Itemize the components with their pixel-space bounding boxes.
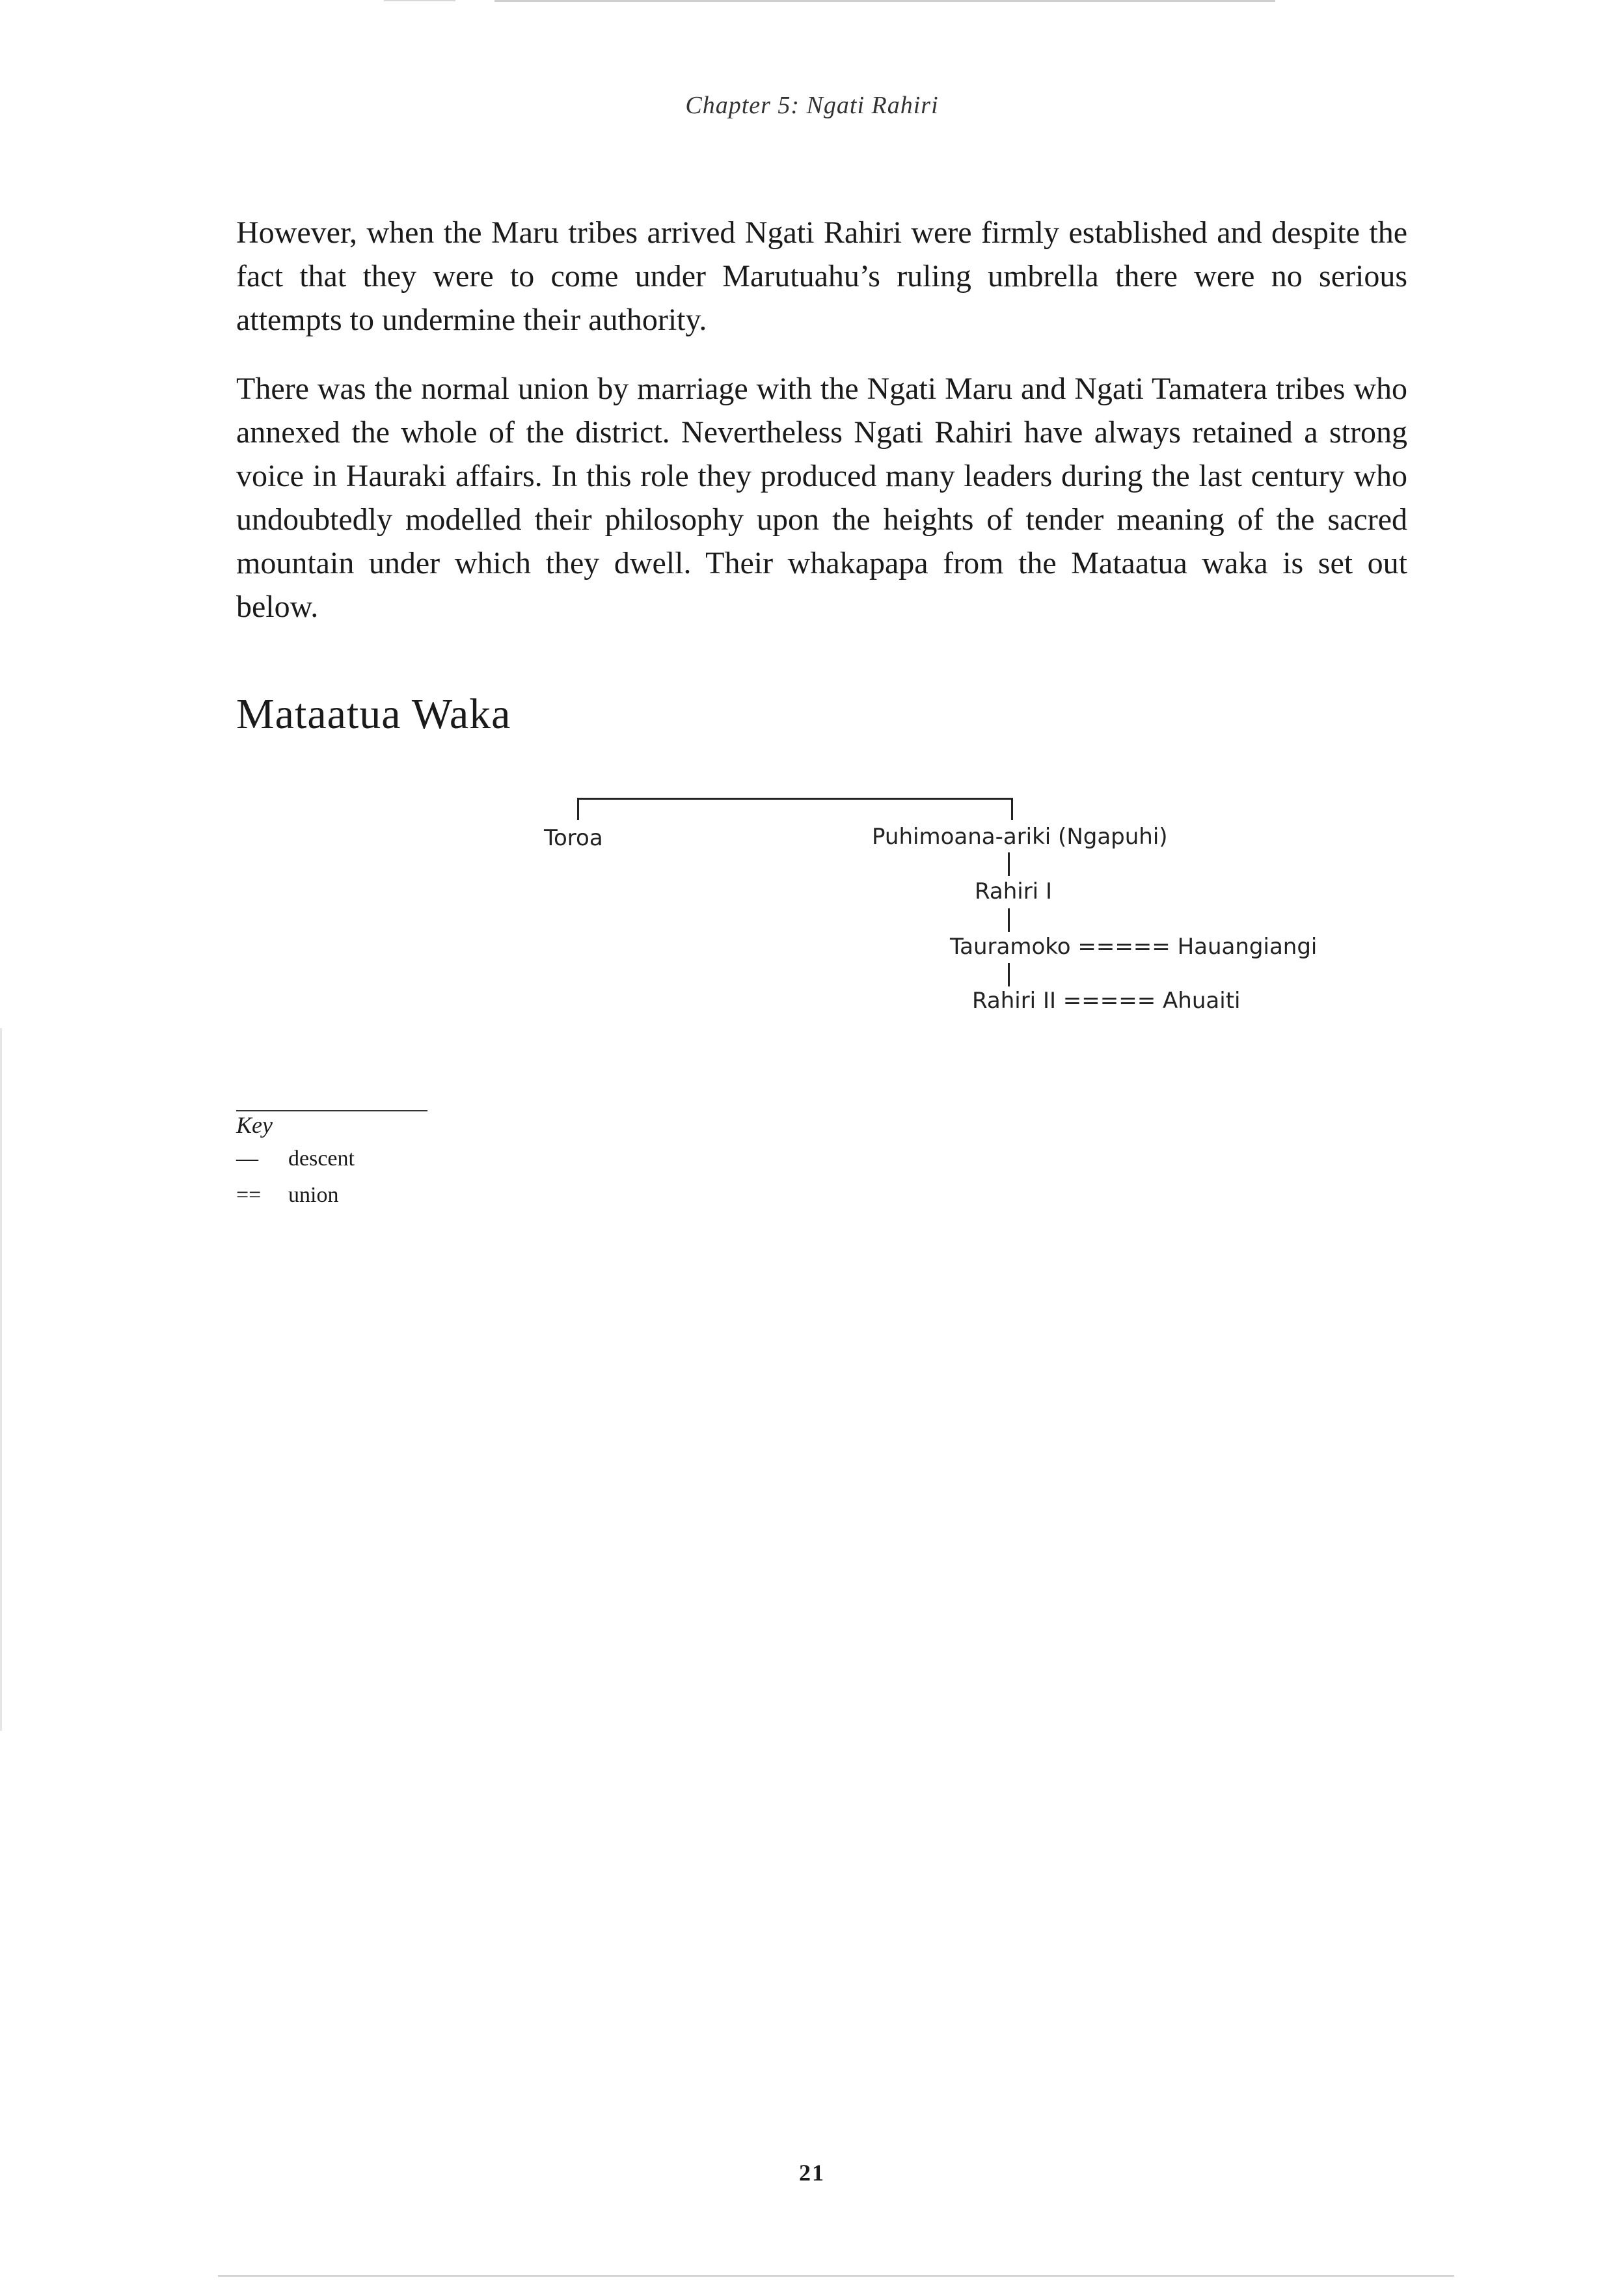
running-head: Chapter 5: Ngati Rahiri — [685, 92, 939, 119]
scan-edge-top — [494, 0, 1275, 2]
scan-edge-left — [0, 1028, 2, 1731]
descent-line-rahiri-2 — [1008, 963, 1010, 986]
descent-line-rahiri-1 — [1008, 852, 1010, 876]
key-item-descent — [236, 1147, 355, 1171]
union-tauramoko-hauangiangi: Tauramoko ===== Hauangiangi — [950, 934, 1318, 960]
person-rahiri-1: Rahiri I — [975, 878, 1052, 904]
scan-edge-top-left — [384, 0, 455, 1]
key-label-union: union — [288, 1183, 339, 1207]
person-toroa: Toroa — [544, 825, 603, 851]
key-item-union — [236, 1183, 338, 1208]
union-rahiri-2-ahuaiti: Rahiri II ===== Ahuaiti — [972, 988, 1241, 1014]
section-heading: Mataatua Waka — [236, 690, 511, 738]
key-label-descent: descent — [288, 1147, 355, 1171]
key-title: Key — [236, 1112, 273, 1138]
descent-line-toroa — [577, 798, 579, 820]
paragraph-2: There was the normal union by marriage with the Ngati Maru and Ngati Tamatera tribes who annexed the whole of the district. Nevertheless Ngati Rahiri have always retained a strong voice in Hauraki affairs. In this role they produced many leaders during the last century who undoubtedly modelled their philosophy upon the heights of tender meaning of the sacred mountain under which they dwell. Their whakapapa from the Mataatua waka is set out below. — [236, 372, 1407, 624]
key-symbol-descent: — — [236, 1147, 258, 1171]
scan-edge-bottom — [218, 2275, 1454, 2277]
page-number: 21 — [799, 2160, 825, 2186]
descent-line-puhimoana — [1011, 798, 1013, 820]
descent-line-top — [577, 798, 1013, 800]
key-symbol-union: == — [236, 1183, 262, 1207]
paragraph-1: However, when the Maru tribes arrived Ngati Rahiri were firmly established and despite the fact that they were to come under Marutuahu’s ruling umbrella there were no serious attempts to undermine their authority. — [236, 215, 1407, 337]
person-puhimoana-ariki: Puhimoana-ariki (Ngapuhi) — [872, 824, 1168, 850]
descent-line-tauramoko — [1008, 908, 1010, 932]
